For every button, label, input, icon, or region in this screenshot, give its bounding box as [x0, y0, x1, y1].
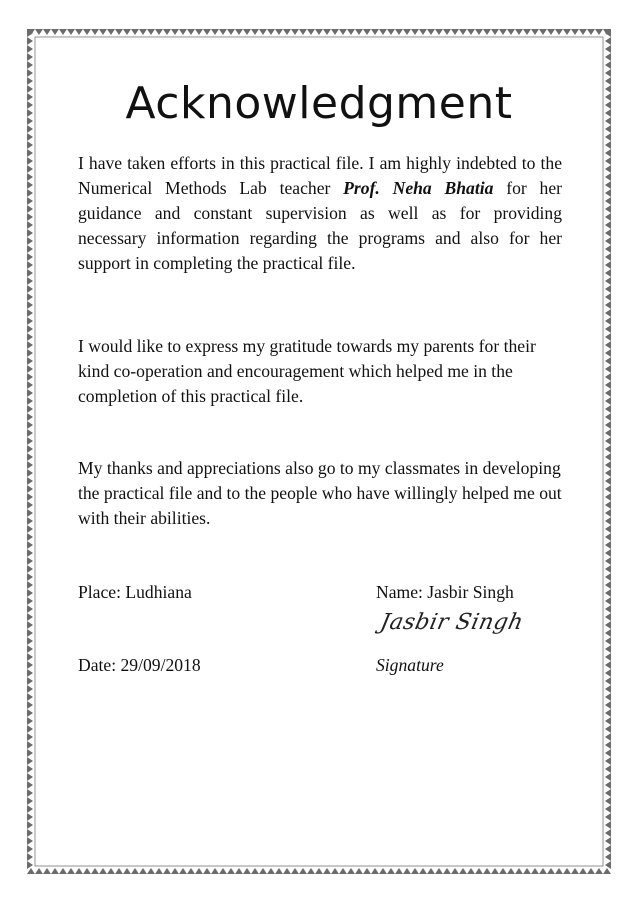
place-field: Place: Ludhiana — [78, 582, 192, 602]
signature-label: Signature — [376, 655, 444, 675]
date-field: Date: 29/09/2018 — [78, 655, 201, 675]
paragraph-thanks-classmates: My thanks and appreciations also go to my classmates in developing the practical file and to the people who have willingly helped me out with their abilities. — [78, 458, 562, 528]
page-title: Acknowledgment — [125, 78, 513, 129]
paragraph-indebted-text-end: for her guidance and constant supervision as well as for providing necessary information regarding the programs and also for her support in completing the practical file. — [78, 178, 563, 273]
paragraph-indebted — [78, 151, 562, 276]
teacher-name: Prof. Neha Bhatia — [343, 178, 494, 198]
paragraph-indebted-text-start: I have taken efforts in this practical file. I am highly indebted to the Numerical Methods Lab teacher — [78, 153, 562, 198]
name-field: Name: Jasbir Singh — [376, 582, 514, 602]
paragraph-gratitude-parents: I would like to express my gratitude towards my parents for their kind co-operation and encouragement which helped me in the completion of this practical file. — [78, 336, 536, 406]
handwritten-signature: Jasbir Singh — [378, 610, 526, 635]
